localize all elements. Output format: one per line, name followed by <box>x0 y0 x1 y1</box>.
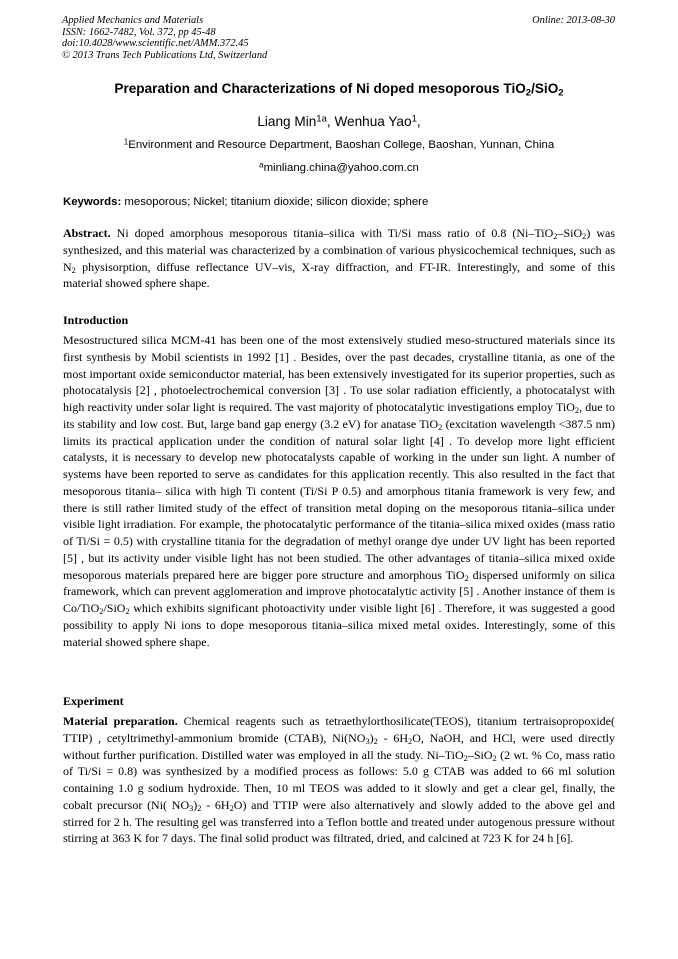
author-affiliation: $^1$Environment and Resource Department, Baoshan College, Baoshan, Yunnan, China <box>123 137 555 151</box>
material-preparation-label: Material preparation. <box>63 714 178 728</box>
section-heading-introduction: Introduction <box>63 313 129 327</box>
section-heading-experiment: Experiment <box>63 694 124 708</box>
author-list: Liang Min$^{1a}$, Wenhua Yao$^1$, <box>257 113 421 129</box>
copyright-line: © 2013 Trans Tech Publications Ltd, Switzerland <box>62 49 268 61</box>
doi-line: doi:10.4028/www.scientific.net/AMM.372.45 <box>62 38 249 49</box>
author-name: Wenhua Yao <box>334 114 412 129</box>
keywords-text: mesoporous; Nickel; titanium dioxide; silicon dioxide; sphere <box>121 196 429 208</box>
journal-name: Applied Mechanics and Materials <box>62 15 204 26</box>
issn-line: ISSN: 1662-7482, Vol. 372, pp 45-48 <box>62 26 216 38</box>
publication-meta <box>62 15 267 61</box>
experiment-body: Material preparation. Chemical reagents such as tetraethylorthosilicate(TEOS), titanium tertraisopropoxide( TTIP) , cetyltrimethyl-ammonium bromide (CTAB), $Ni(NO_3)_2 - 6H_2O$, NaOH, and HCl, were used directly without further purification. Distilled water was employed in all the study. Ni–TiO$_2$–SiO$_2$ (2 wt. % Co, mass ratio of Ti/Si = 0.8) was synthesized by a modified process as follows: 5.0 g CTAB was added to 66 ml solution containing 1.0 g sodium hydroxide. Then, 10 ml TEOS was added to it slowly and get a clear gel, finally, the cobalt precursor (Ni( $NO_3)_2 - 6H_2O$) and TTIP were also alternatively and slowly added to the above gel and stirred for 2 h. The resulting gel was transferred into a Teflon bottle and treated under autogenous pressure without stirring at 363 K for 7 days. The final solid product was filtrated, dried, and calcined at 723 K for 24 h [6]. <box>63 714 616 846</box>
author-email: $^a$minliang.china@yahoo.com.cn <box>259 160 419 174</box>
paper-title: Preparation and Characterizations of Ni doped mesoporous TiO$_2$/SiO$_2$ <box>114 81 564 99</box>
author-name: Liang Min <box>257 114 317 129</box>
keywords <box>63 195 428 209</box>
abstract: Abstract. Ni doped amorphous mesoporous titania–silica with Ti/Si mass ratio of 0.8 (Ni–TiO$_2$–SiO$_2$) was synthesized, and this material was characterized by a combination of various physicochemical techniques, such as $N_2$ physisorption, diffuse reflectance UV–vis, X-ray diffraction, and FT-IR. Interestingly, and some of this material showed sphere shape. <box>63 226 615 291</box>
abstract-label: Abstract. <box>63 226 111 240</box>
online-date: Online: 2013-08-30 <box>532 15 615 26</box>
introduction-body: Mesostructured silica MCM-41 has been one of the most extensively studied meso-structured materials since its first synthesis by Mobil scientists in 1992 [1] . Besides, over the past decades, crystalline titania, as one of the most important oxide semiconductor material, has been extensively investigated for its superior properties, such as photocatalysis [2] , photoelectrochemical conversion [3] . To use solar radiation efficiently, a photocatalyst with high reactivity under solar light is required. The vast majority of photocatalytic investigations employ TiO$_2$, due to its stability and low cost. But, large band gap energy (3.2 eV) for anatase TiO$_2$ (excitation wavelength <387.5 nm) limits its practical application under the condition of natural solar light [4] . To develop more light efficient catalysts, it is necessary to develop new photocatalysts capable of working in the under sun light. A number of systems have been reported to serve as candidates for this application recently. This also resulted in the fact that mesoporous titania– silica with high Ti content (Ti/Si P 0.5) and amorphous titania framework is very few, and there is still rather limited study of the effect of transition metal doping on the mesoporous titania–silica under visible light irradiation. For example, the photocatalytic performance of the titania–silica mixed oxides (mass ratio of Ti/Si = 0.5) with crystalline titania for the degradation of methyl orange dye under UV light has been reported [5] , but its activity under visible light has not been studied. The other advantages of titania–silica mixed oxide mesoporous materials prepared here are bigger pore structure and amorphous TiO$_2$ dispersed uniformly on silica framework, which can prevent agglomeration and improve photocatalytic activity [5] . Another instance of them is Co/TiO$_2$/SiO$_2$ which exhibits significant photoactivity under visible light [6] . Therefore, it was suggested a good possibility to apply Ni ions to dope mesoporous titania–silica mixed metal oxides. Interestingly, some of this material showed sphere shape. <box>63 333 615 649</box>
keywords-label: Keywords: <box>63 196 122 208</box>
